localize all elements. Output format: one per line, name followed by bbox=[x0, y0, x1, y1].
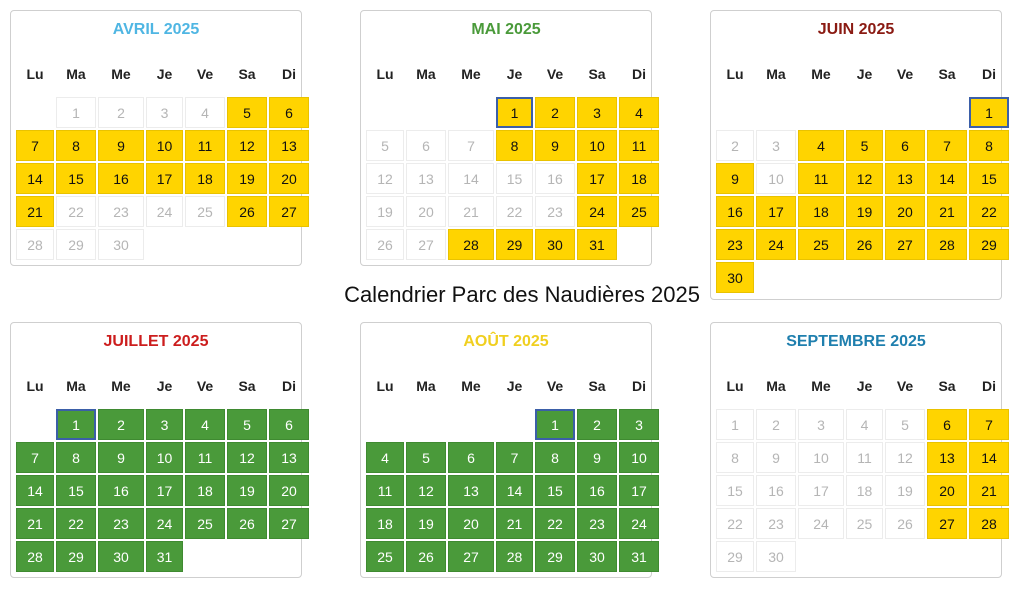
weekday-label: Sa bbox=[238, 66, 256, 82]
day-cell[interactable]: 24 bbox=[146, 196, 183, 227]
weekday-label: Ma bbox=[66, 66, 86, 82]
day-cell[interactable]: 18 bbox=[798, 196, 844, 227]
weekday-label: Di bbox=[632, 66, 646, 82]
day-cell[interactable]: 24 bbox=[577, 196, 617, 227]
day-cell[interactable]: 15 bbox=[535, 475, 575, 506]
weekday-label: Di bbox=[982, 66, 996, 82]
day-cell[interactable]: 30 bbox=[756, 541, 796, 572]
weekday-label: Sa bbox=[588, 378, 606, 394]
weekday-label: Ma bbox=[766, 66, 786, 82]
day-cell[interactable]: 27 bbox=[269, 196, 309, 227]
day-cell[interactable]: 3 bbox=[798, 409, 844, 440]
day-cell[interactable]: 4 bbox=[619, 97, 659, 128]
day-cell[interactable]: 19 bbox=[885, 475, 925, 506]
weekday-label: Lu bbox=[376, 66, 394, 82]
day-cell[interactable]: 26 bbox=[366, 229, 404, 260]
day-cell[interactable]: 15 bbox=[56, 163, 96, 194]
calendar-juillet bbox=[10, 322, 302, 578]
day-cell[interactable]: 6 bbox=[406, 130, 446, 161]
day-cell[interactable]: 26 bbox=[406, 541, 446, 572]
month-title: AOÛT 2025 bbox=[463, 333, 549, 350]
day-cell[interactable]: 29 bbox=[56, 229, 96, 260]
day-grid bbox=[716, 409, 1009, 572]
day-cell[interactable]: 4 bbox=[366, 442, 404, 473]
empty-cell bbox=[496, 409, 533, 440]
day-cell[interactable]: 5 bbox=[846, 130, 883, 161]
empty-cell bbox=[846, 97, 883, 128]
day-cell[interactable]: 15 bbox=[496, 163, 533, 194]
day-cell[interactable]: 21 bbox=[927, 196, 967, 227]
weekday-label: Ve bbox=[546, 378, 564, 394]
day-cell[interactable]: 1 bbox=[56, 409, 96, 440]
day-cell[interactable]: 7 bbox=[969, 409, 1009, 440]
day-cell[interactable]: 28 bbox=[927, 229, 967, 260]
day-cell[interactable]: 10 bbox=[798, 442, 844, 473]
page-title: Calendrier Parc des Naudières 2025 bbox=[344, 282, 700, 307]
day-cell[interactable]: 12 bbox=[227, 442, 267, 473]
day-cell[interactable]: 20 bbox=[269, 475, 309, 506]
weekday-label: Je bbox=[506, 66, 523, 82]
weekday-label: Je bbox=[156, 378, 173, 394]
day-cell[interactable]: 16 bbox=[577, 475, 617, 506]
day-cell[interactable]: 26 bbox=[227, 196, 267, 227]
weekday-label: Me bbox=[461, 378, 481, 394]
empty-cell bbox=[366, 409, 404, 440]
day-cell[interactable]: 13 bbox=[885, 163, 925, 194]
day-cell[interactable]: 6 bbox=[927, 409, 967, 440]
day-cell[interactable]: 9 bbox=[756, 442, 796, 473]
day-cell[interactable]: 2 bbox=[716, 130, 754, 161]
weekday-label: Ve bbox=[896, 66, 914, 82]
weekday-label: Me bbox=[111, 66, 131, 82]
day-cell[interactable]: 28 bbox=[969, 508, 1009, 539]
day-cell[interactable]: 4 bbox=[185, 97, 225, 128]
day-cell[interactable]: 16 bbox=[756, 475, 796, 506]
day-cell[interactable]: 15 bbox=[716, 475, 754, 506]
day-cell[interactable]: 18 bbox=[366, 508, 404, 539]
day-cell[interactable]: 21 bbox=[448, 196, 494, 227]
day-cell[interactable]: 18 bbox=[185, 475, 225, 506]
weekday-label: Di bbox=[632, 378, 646, 394]
day-cell[interactable]: 27 bbox=[885, 229, 925, 260]
day-cell[interactable]: 16 bbox=[716, 196, 754, 227]
day-cell[interactable]: 11 bbox=[846, 442, 883, 473]
day-grid bbox=[716, 97, 1009, 293]
day-cell[interactable]: 4 bbox=[798, 130, 844, 161]
weekday-label: Me bbox=[111, 378, 131, 394]
empty-cell bbox=[366, 97, 404, 128]
day-cell[interactable]: 19 bbox=[846, 196, 883, 227]
day-cell[interactable]: 7 bbox=[16, 442, 54, 473]
day-cell[interactable]: 5 bbox=[885, 409, 925, 440]
day-cell[interactable]: 21 bbox=[16, 196, 54, 227]
day-cell[interactable]: 11 bbox=[619, 130, 659, 161]
day-cell[interactable]: 22 bbox=[496, 196, 533, 227]
day-cell[interactable]: 9 bbox=[98, 130, 144, 161]
weekday-label: Di bbox=[982, 378, 996, 394]
day-cell[interactable]: 18 bbox=[185, 163, 225, 194]
empty-cell bbox=[885, 97, 925, 128]
day-cell[interactable]: 11 bbox=[185, 442, 225, 473]
day-cell[interactable]: 3 bbox=[146, 97, 183, 128]
day-cell[interactable]: 25 bbox=[798, 229, 844, 260]
weekday-label: Me bbox=[811, 66, 831, 82]
day-cell[interactable]: 28 bbox=[496, 541, 533, 572]
calendar-aout bbox=[360, 322, 652, 578]
day-cell[interactable]: 2 bbox=[98, 409, 144, 440]
empty-cell bbox=[927, 97, 967, 128]
day-cell[interactable]: 21 bbox=[969, 475, 1009, 506]
day-cell[interactable]: 6 bbox=[885, 130, 925, 161]
day-cell[interactable]: 24 bbox=[756, 229, 796, 260]
day-cell[interactable]: 11 bbox=[798, 163, 844, 194]
weekday-label: Sa bbox=[588, 66, 606, 82]
empty-cell bbox=[798, 97, 844, 128]
weekday-label: Ve bbox=[546, 66, 564, 82]
month-title: AVRIL 2025 bbox=[112, 21, 200, 38]
day-cell[interactable]: 25 bbox=[619, 196, 659, 227]
weekday-header bbox=[716, 376, 1009, 396]
day-cell[interactable]: 3 bbox=[577, 97, 617, 128]
day-cell[interactable]: 14 bbox=[448, 163, 494, 194]
day-cell[interactable]: 19 bbox=[227, 475, 267, 506]
weekday-header bbox=[366, 64, 659, 84]
weekday-header bbox=[16, 376, 309, 396]
day-cell[interactable]: 10 bbox=[146, 130, 183, 161]
day-cell[interactable]: 17 bbox=[798, 475, 844, 506]
day-cell[interactable]: 6 bbox=[269, 97, 309, 128]
day-cell[interactable]: 1 bbox=[716, 409, 754, 440]
day-cell[interactable]: 8 bbox=[56, 130, 96, 161]
day-cell[interactable]: 1 bbox=[496, 97, 533, 128]
weekday-label: Ma bbox=[766, 378, 786, 394]
weekday-label: Ma bbox=[66, 378, 86, 394]
day-cell[interactable]: 6 bbox=[448, 442, 494, 473]
day-cell[interactable]: 9 bbox=[577, 442, 617, 473]
month-title: SEPTEMBRE 2025 bbox=[786, 333, 926, 350]
day-cell[interactable]: 28 bbox=[16, 229, 54, 260]
empty-cell bbox=[16, 97, 54, 128]
day-cell[interactable]: 5 bbox=[227, 409, 267, 440]
day-cell[interactable]: 28 bbox=[16, 541, 54, 572]
day-cell[interactable]: 5 bbox=[406, 442, 446, 473]
day-cell[interactable]: 3 bbox=[619, 409, 659, 440]
weekday-label: Me bbox=[461, 66, 481, 82]
day-cell[interactable]: 20 bbox=[406, 196, 446, 227]
day-cell[interactable]: 13 bbox=[269, 130, 309, 161]
day-cell[interactable]: 12 bbox=[846, 163, 883, 194]
empty-cell bbox=[16, 409, 54, 440]
day-cell[interactable]: 25 bbox=[185, 508, 225, 539]
day-cell[interactable]: 20 bbox=[885, 196, 925, 227]
day-cell[interactable]: 8 bbox=[716, 442, 754, 473]
day-cell[interactable]: 6 bbox=[269, 409, 309, 440]
day-cell[interactable]: 25 bbox=[366, 541, 404, 572]
day-cell[interactable]: 16 bbox=[535, 163, 575, 194]
day-cell[interactable]: 14 bbox=[16, 475, 54, 506]
day-cell[interactable]: 7 bbox=[448, 130, 494, 161]
weekday-label: Lu bbox=[726, 66, 744, 82]
empty-cell bbox=[406, 97, 446, 128]
day-cell[interactable]: 22 bbox=[535, 508, 575, 539]
day-cell[interactable]: 16 bbox=[98, 163, 144, 194]
day-cell[interactable]: 14 bbox=[969, 442, 1009, 473]
day-cell[interactable]: 8 bbox=[969, 130, 1009, 161]
day-cell[interactable]: 13 bbox=[927, 442, 967, 473]
day-cell[interactable]: 2 bbox=[98, 97, 144, 128]
day-cell[interactable]: 17 bbox=[756, 196, 796, 227]
weekday-header bbox=[366, 376, 659, 396]
day-cell[interactable]: 9 bbox=[98, 442, 144, 473]
day-cell[interactable]: 20 bbox=[927, 475, 967, 506]
day-cell[interactable]: 8 bbox=[535, 442, 575, 473]
empty-cell bbox=[448, 97, 494, 128]
day-cell[interactable]: 25 bbox=[846, 508, 883, 539]
day-cell[interactable]: 29 bbox=[56, 541, 96, 572]
day-grid bbox=[16, 409, 309, 572]
day-cell[interactable]: 10 bbox=[577, 130, 617, 161]
day-cell[interactable]: 12 bbox=[227, 130, 267, 161]
day-cell[interactable]: 4 bbox=[846, 409, 883, 440]
day-cell[interactable]: 23 bbox=[716, 229, 754, 260]
day-cell[interactable]: 13 bbox=[406, 163, 446, 194]
day-cell[interactable]: 4 bbox=[185, 409, 225, 440]
day-cell[interactable]: 30 bbox=[535, 229, 575, 260]
day-cell[interactable]: 3 bbox=[756, 130, 796, 161]
day-cell[interactable]: 28 bbox=[448, 229, 494, 260]
day-cell[interactable]: 2 bbox=[756, 409, 796, 440]
day-cell[interactable]: 12 bbox=[406, 475, 446, 506]
day-cell[interactable]: 24 bbox=[146, 508, 183, 539]
day-cell[interactable]: 17 bbox=[146, 475, 183, 506]
day-cell[interactable]: 17 bbox=[577, 163, 617, 194]
day-cell[interactable]: 2 bbox=[577, 409, 617, 440]
day-cell[interactable]: 23 bbox=[98, 508, 144, 539]
empty-cell bbox=[406, 409, 446, 440]
day-cell[interactable]: 1 bbox=[56, 97, 96, 128]
calendar-avril bbox=[10, 10, 302, 266]
day-cell[interactable]: 1 bbox=[535, 409, 575, 440]
day-grid bbox=[366, 97, 659, 260]
day-cell[interactable]: 8 bbox=[496, 130, 533, 161]
day-cell[interactable]: 26 bbox=[846, 229, 883, 260]
day-cell[interactable]: 22 bbox=[716, 508, 754, 539]
day-grid bbox=[366, 409, 659, 572]
empty-cell bbox=[716, 97, 754, 128]
day-cell[interactable]: 24 bbox=[798, 508, 844, 539]
weekday-label: Je bbox=[506, 378, 523, 394]
day-cell[interactable]: 11 bbox=[366, 475, 404, 506]
weekday-label: Di bbox=[282, 378, 296, 394]
day-cell[interactable]: 14 bbox=[927, 163, 967, 194]
day-cell[interactable]: 13 bbox=[448, 475, 494, 506]
weekday-label: Lu bbox=[26, 66, 44, 82]
day-cell[interactable]: 31 bbox=[146, 541, 183, 572]
day-cell[interactable]: 5 bbox=[366, 130, 404, 161]
day-cell[interactable]: 17 bbox=[146, 163, 183, 194]
day-cell[interactable]: 19 bbox=[366, 196, 404, 227]
weekday-label: Lu bbox=[726, 378, 744, 394]
day-cell[interactable]: 30 bbox=[98, 229, 144, 260]
day-cell[interactable]: 24 bbox=[619, 508, 659, 539]
weekday-label: Ma bbox=[416, 66, 436, 82]
day-cell[interactable]: 3 bbox=[146, 409, 183, 440]
day-cell[interactable]: 16 bbox=[98, 475, 144, 506]
day-cell[interactable]: 14 bbox=[16, 163, 54, 194]
day-cell[interactable]: 26 bbox=[227, 508, 267, 539]
weekday-label: Di bbox=[282, 66, 296, 82]
weekday-label: Je bbox=[156, 66, 173, 82]
day-cell[interactable]: 22 bbox=[969, 196, 1009, 227]
day-cell[interactable]: 1 bbox=[969, 97, 1009, 128]
day-cell[interactable]: 19 bbox=[227, 163, 267, 194]
day-cell[interactable]: 29 bbox=[969, 229, 1009, 260]
day-cell[interactable]: 7 bbox=[496, 442, 533, 473]
day-cell[interactable]: 15 bbox=[969, 163, 1009, 194]
weekday-label: Ve bbox=[896, 378, 914, 394]
day-cell[interactable]: 25 bbox=[185, 196, 225, 227]
day-cell[interactable]: 9 bbox=[716, 163, 754, 194]
calendar-septembre bbox=[710, 322, 1002, 578]
day-cell[interactable]: 23 bbox=[577, 508, 617, 539]
day-cell[interactable]: 23 bbox=[535, 196, 575, 227]
weekday-label: Sa bbox=[938, 66, 956, 82]
day-cell[interactable]: 18 bbox=[846, 475, 883, 506]
day-cell[interactable]: 12 bbox=[366, 163, 404, 194]
weekday-label: Ma bbox=[416, 378, 436, 394]
day-cell[interactable]: 12 bbox=[885, 442, 925, 473]
weekday-label: Me bbox=[811, 378, 831, 394]
day-cell[interactable]: 11 bbox=[185, 130, 225, 161]
day-cell[interactable]: 13 bbox=[269, 442, 309, 473]
day-cell[interactable]: 31 bbox=[577, 229, 617, 260]
weekday-label: Je bbox=[856, 66, 873, 82]
weekday-label: Je bbox=[856, 378, 873, 394]
day-cell[interactable]: 10 bbox=[619, 442, 659, 473]
day-cell[interactable]: 19 bbox=[406, 508, 446, 539]
calendar-mai bbox=[360, 10, 652, 266]
day-cell[interactable]: 7 bbox=[16, 130, 54, 161]
day-cell[interactable]: 15 bbox=[56, 475, 96, 506]
empty-cell bbox=[756, 97, 796, 128]
day-grid bbox=[16, 97, 309, 260]
day-cell[interactable]: 22 bbox=[56, 508, 96, 539]
month-title: JUIN 2025 bbox=[817, 21, 895, 38]
day-cell[interactable]: 20 bbox=[448, 508, 494, 539]
day-cell[interactable]: 21 bbox=[496, 508, 533, 539]
day-cell[interactable]: 31 bbox=[619, 541, 659, 572]
month-title: JUILLET 2025 bbox=[103, 333, 209, 350]
weekday-header bbox=[16, 64, 309, 84]
weekday-label: Sa bbox=[938, 378, 956, 394]
weekday-label: Ve bbox=[196, 378, 214, 394]
weekday-label: Lu bbox=[26, 378, 44, 394]
day-cell[interactable]: 8 bbox=[56, 442, 96, 473]
day-cell[interactable]: 10 bbox=[756, 163, 796, 194]
day-cell[interactable]: 27 bbox=[448, 541, 494, 572]
day-cell[interactable]: 29 bbox=[716, 541, 754, 572]
month-title: MAI 2025 bbox=[471, 21, 541, 38]
day-cell[interactable]: 17 bbox=[619, 475, 659, 506]
day-cell[interactable]: 30 bbox=[98, 541, 144, 572]
day-cell[interactable]: 5 bbox=[227, 97, 267, 128]
day-cell[interactable]: 26 bbox=[885, 508, 925, 539]
weekday-label: Ve bbox=[196, 66, 214, 82]
day-cell[interactable]: 27 bbox=[927, 508, 967, 539]
day-cell[interactable]: 23 bbox=[756, 508, 796, 539]
day-cell[interactable]: 10 bbox=[146, 442, 183, 473]
weekday-label: Lu bbox=[376, 378, 394, 394]
day-cell[interactable]: 29 bbox=[535, 541, 575, 572]
day-cell[interactable]: 9 bbox=[535, 130, 575, 161]
day-cell[interactable]: 27 bbox=[269, 508, 309, 539]
day-cell[interactable]: 2 bbox=[535, 97, 575, 128]
day-cell[interactable]: 7 bbox=[927, 130, 967, 161]
calendar-juin bbox=[710, 10, 1002, 300]
day-cell[interactable]: 20 bbox=[269, 163, 309, 194]
day-cell[interactable]: 14 bbox=[496, 475, 533, 506]
empty-cell bbox=[448, 409, 494, 440]
day-cell[interactable]: 22 bbox=[56, 196, 96, 227]
weekday-label: Sa bbox=[238, 378, 256, 394]
day-cell[interactable]: 29 bbox=[496, 229, 533, 260]
day-cell[interactable]: 21 bbox=[16, 508, 54, 539]
weekday-header bbox=[716, 64, 1009, 84]
day-cell[interactable]: 30 bbox=[577, 541, 617, 572]
day-cell[interactable]: 23 bbox=[98, 196, 144, 227]
day-cell[interactable]: 27 bbox=[406, 229, 446, 260]
day-cell[interactable]: 30 bbox=[716, 262, 754, 293]
day-cell[interactable]: 18 bbox=[619, 163, 659, 194]
